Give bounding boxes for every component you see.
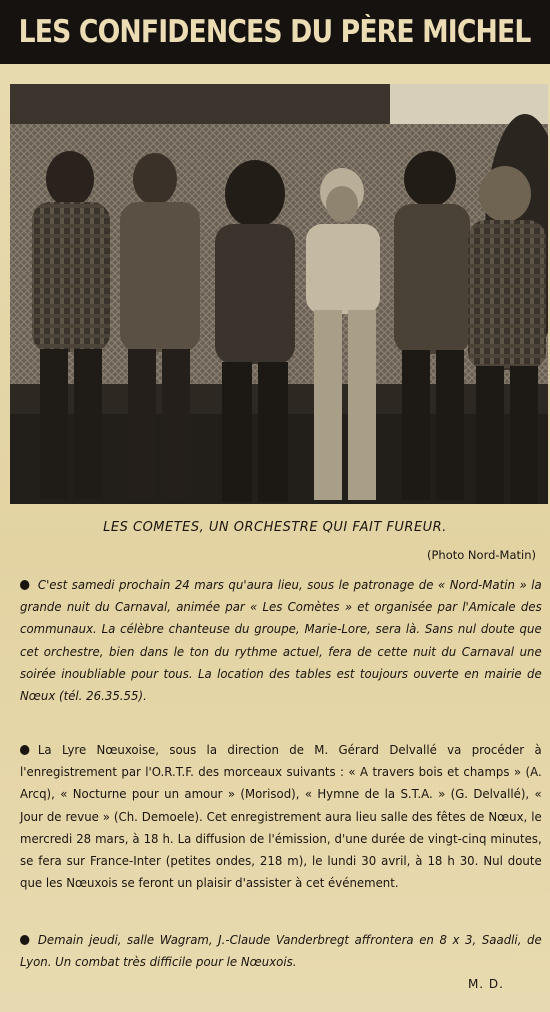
band-photo bbox=[10, 84, 548, 504]
paragraph-text: Demain jeudi, salle Wagram, J.-Claude Vanderbregt affrontera en 8 x 3, Saadli, de Lyon. Un combat très difficile pour le Nœuxois. bbox=[20, 932, 542, 970]
bullet-icon bbox=[20, 745, 29, 755]
author-signature: M. D. bbox=[467, 977, 504, 991]
paragraph-text: La Lyre Nœuxoise, sous la direction de M. Gérard Delvallé va procéder à l'enregistrement par l'O.R.T.F. des morceaux suivants : « A travers bois et champs » (A. Arcq), « Nocturne pour un amour » (Morisod), « Hymne de la S.T.A. » (G. Delvallé), « Jour de revue » (Ch. Demoele). Cet enregistrement aura lieu salle des fêtes de Nœux, le mercredi 28 mars, à 18 h. La diffusion de l'émission, d'une durée de vingt-cinq minutes, se fera sur France-Inter (petites ondes, 218 m), le lundi 30 avril, à 18 h 30. Nul doute que les Nœuxois se feront un plaisir d'assister à cet événement. bbox=[20, 742, 542, 891]
article-paragraph-lyre bbox=[20, 739, 542, 894]
page-title: LES CONFIDENCES DU PÈRE MICHEL bbox=[19, 14, 531, 50]
bullet-icon bbox=[20, 580, 29, 590]
band-photo-image bbox=[10, 84, 548, 504]
photo-credit: (Photo Nord-Matin) bbox=[426, 548, 536, 562]
article-paragraph-carnaval bbox=[20, 574, 542, 707]
paragraph-text: C'est samedi prochain 24 mars qu'aura lieu, sous le patronage de « Nord-Matin » la grande nuit du Carnaval, animée par « Les Comètes » et organisée par l'Amicale des communaux. La célèbre chanteuse du groupe, Marie-Lore, sera là. Sans nul doute que cet orchestre, bien dans le ton du rythme actuel, fera de cette nuit du Carnaval une soirée inoubliable pour tous. La location des tables est toujours ouverte en mairie de Nœux (tél. 26.35.55). bbox=[20, 577, 542, 704]
article-paragraph-boxe bbox=[20, 929, 542, 973]
photo-caption: LES COMETES, UN ORCHESTRE QUI FAIT FUREUR. bbox=[103, 520, 447, 535]
header-banner bbox=[0, 0, 550, 64]
bullet-icon bbox=[20, 935, 29, 945]
